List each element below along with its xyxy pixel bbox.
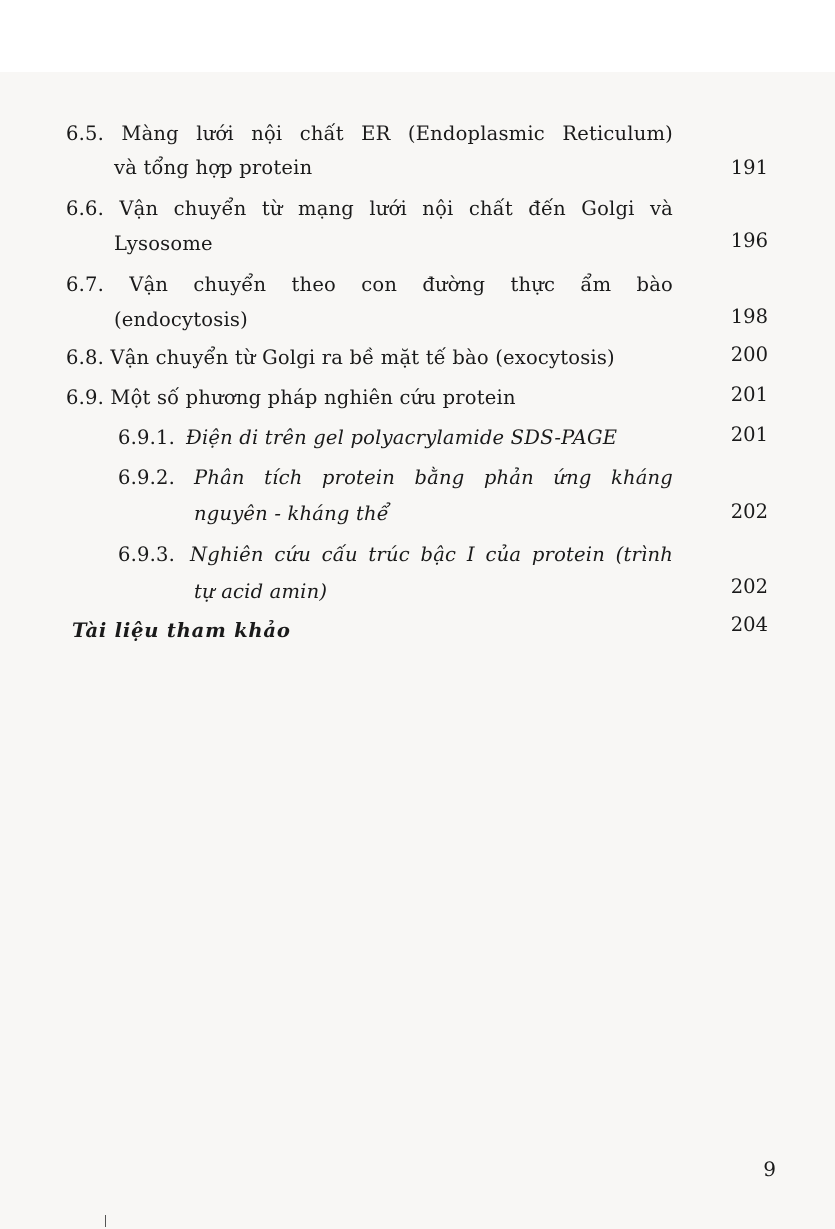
page-folio: 9 xyxy=(763,1157,776,1181)
toc-page-number: 201 xyxy=(730,383,768,406)
toc-entry-number: 6.9.3. xyxy=(118,543,176,566)
toc-page-number: 196 xyxy=(730,229,768,252)
toc-entry-title-line: và tổng hợp protein xyxy=(114,156,313,179)
toc-entry-number: 6.9.1. xyxy=(118,426,176,449)
toc-page-number: 202 xyxy=(730,575,768,598)
toc-page-number: 198 xyxy=(730,305,768,328)
toc-entry-title-line: Tài liệu tham khảo xyxy=(72,619,291,642)
toc-page-number: 202 xyxy=(730,500,768,523)
toc-entry-title-line: nguyên - kháng thể xyxy=(194,502,389,525)
toc-entry-number: 6.9.2. xyxy=(118,466,176,489)
toc-entry-title-line: 6.7. Vận chuyển theo con đường thực ẩm bào xyxy=(66,273,673,296)
toc-entry-title-line: 6.9. Một số phương pháp nghiên cứu protein xyxy=(66,386,516,409)
toc-entry-title-line: Phân tích protein bằng phản ứng kháng xyxy=(194,466,673,489)
toc-entry-title-line: Lysosome xyxy=(114,232,213,255)
toc-entry-title-line: tự acid amin) xyxy=(194,580,328,603)
toc-entry-title-line: Điện di trên gel polyacrylamide SDS-PAGE xyxy=(186,426,618,449)
toc-entry-title-line: 6.6. Vận chuyển từ mạng lưới nội chất đến Golgi và xyxy=(66,197,673,220)
scan-mark xyxy=(105,1215,106,1227)
toc-page-number: 191 xyxy=(730,156,768,179)
toc-page-number: 201 xyxy=(730,423,768,446)
toc-page-number: 200 xyxy=(730,343,768,366)
toc-entry-title-line: 6.5. Màng lưới nội chất ER (Endoplasmic Reticulum) xyxy=(66,122,673,145)
toc-entry-title-line: 6.8. Vận chuyển từ Golgi ra bề mặt tế bào (exocytosis) xyxy=(66,346,615,369)
toc-entry-title-line: Nghiên cứu cấu trúc bậc I của protein (trình xyxy=(190,543,673,566)
toc-entry-title-line: (endocytosis) xyxy=(114,308,248,331)
toc-page-number: 204 xyxy=(730,613,768,636)
